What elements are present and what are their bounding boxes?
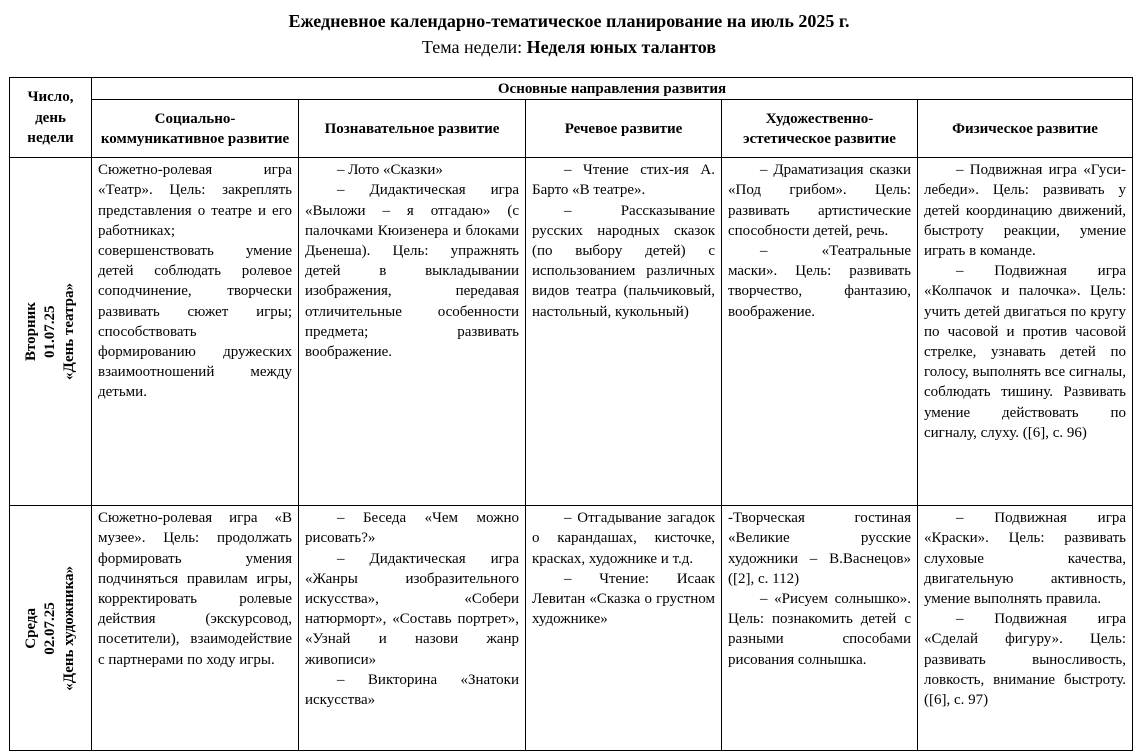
art-cell (722, 506, 918, 751)
day-date: 02.07.25 (42, 601, 58, 655)
document-title: Ежедневное календарно-тематическое планирование на июль 2025 г. (288, 11, 850, 31)
day-name: Среда (23, 607, 39, 649)
day-name: Вторник (23, 302, 39, 362)
art-item: – Драматизация сказки «Под грибом». Цель: развивать артистические способности детей, речь. (728, 162, 911, 239)
header-speech: Речевое развитие (526, 100, 722, 158)
physical-item: – Подвижная игра «Сделай фигуру». Цель: развивать выносливость, ловкость, внимание быстроту. ([6], с. 97) (924, 611, 1127, 709)
cognitive-item: – Викторина «Знатоки искусства» (305, 671, 519, 709)
day-date: 01.07.25 (42, 305, 58, 358)
speech-cell (526, 158, 722, 506)
subtitle-prefix: Тема недели: (421, 37, 527, 57)
cognitive-cell (299, 506, 526, 751)
speech-item: – Чтение: Исаак Левитан «Сказка о грустном художнике» (532, 570, 715, 628)
table-row (10, 158, 1133, 506)
social-text: Сюжетно-ролевая игра «Театр». Цель: закреплять представления о театре и его работниках; совершенствовать умение детей соблюдать ролевое соподчинение, творчески развивать сюжет игры; способствовать формированию дружеских взаимоотношений между детьми. (98, 162, 292, 401)
cognitive-item: – Беседа «Чем можно рисовать?» (305, 510, 519, 547)
physical-item: – Подвижная игра «Краски». Цель: развивать слуховые качества, двигательную активность, умение выполнять правила. (924, 510, 1127, 608)
cognitive-item: – Дидактическая игра «Выложи – я отгадаю» (с палочками Кюизенера и блоками Дьенеша). Цель: упражнять детей в выкладывании изображения, передавая отличительные особенности предмета; развивать воображение. (305, 182, 519, 361)
day-cell (10, 506, 92, 751)
physical-item: – Подвижная игра «Колпачок и палочка». Цель: учить детей двигаться по кругу по часовой и против часовой стрелке, узнавать детей по голосу, выполнять все сигналы, соблюдать тишину. Развивать умение действовать по сигналу, слуху. ([6], с. 96) (924, 263, 1127, 441)
table-row (10, 506, 1133, 751)
header-day-column: Число, день недели (10, 78, 92, 158)
day-label (22, 566, 79, 691)
speech-item: – Отгадывание загадок о карандашах, кисточке, красках, художнике и т.д. (532, 510, 715, 567)
planning-table (9, 77, 1133, 751)
social-text: Сюжетно-ролевая игра «В музее». Цель: продолжать формировать умения подчиняться правилам игры, корректировать ролевые действия (экскурсовод, посетители), взаимодействие с партнерами по ходу игры. (98, 510, 292, 668)
social-cell (92, 158, 299, 506)
day-cell (10, 158, 92, 506)
art-item: – «Театральные маски». Цель: развивать творчество, фантазию, воображение. (728, 243, 911, 320)
physical-cell (918, 506, 1133, 751)
speech-item: – Рассказывание русских народных сказок (по выбору детей) с использованием различных видов театра (пальчиковый, настольный, кукольный) (532, 202, 715, 320)
cognitive-cell (299, 158, 526, 506)
speech-item: – Чтение стих-ия А. Барто «В театре». (532, 162, 715, 199)
art-cell (722, 158, 918, 506)
art-item: -Творческая гостиная «Великие русские художники – В.Васнецов» ([2], с. 112) (728, 510, 911, 587)
physical-cell (918, 158, 1133, 506)
social-cell (92, 506, 299, 751)
header-group: Основные направления развития (92, 78, 1133, 100)
header-art: Художественно-эстетическое развитие (722, 100, 918, 158)
day-label (22, 283, 79, 380)
art-item: – «Рисуем солнышко». Цель: познакомить детей с разными способами рисования солнышка. (728, 591, 911, 668)
physical-item: – Подвижная игра «Гуси-лебеди». Цель: развивать у детей координацию движений, быстроту реакции, умение играть в команде. (924, 162, 1127, 260)
cognitive-item: – Дидактическая игра «Жанры изобразительного искусства», «Собери натюрморт», «Составь портрет», «Узнай и назови жанр живописи» (305, 550, 519, 668)
subtitle-theme: Неделя юных талантов (526, 37, 717, 57)
day-theme: «День художника» (61, 565, 77, 691)
header-social: Социально-коммуникативное развитие (92, 100, 299, 158)
day-theme: «День театра» (61, 283, 77, 381)
cognitive-item: – Лото «Сказки» (337, 162, 443, 179)
document-subtitle (0, 36, 1138, 58)
header-cognitive: Познавательное развитие (299, 100, 526, 158)
header-physical: Физическое развитие (918, 100, 1133, 158)
speech-cell (526, 506, 722, 751)
